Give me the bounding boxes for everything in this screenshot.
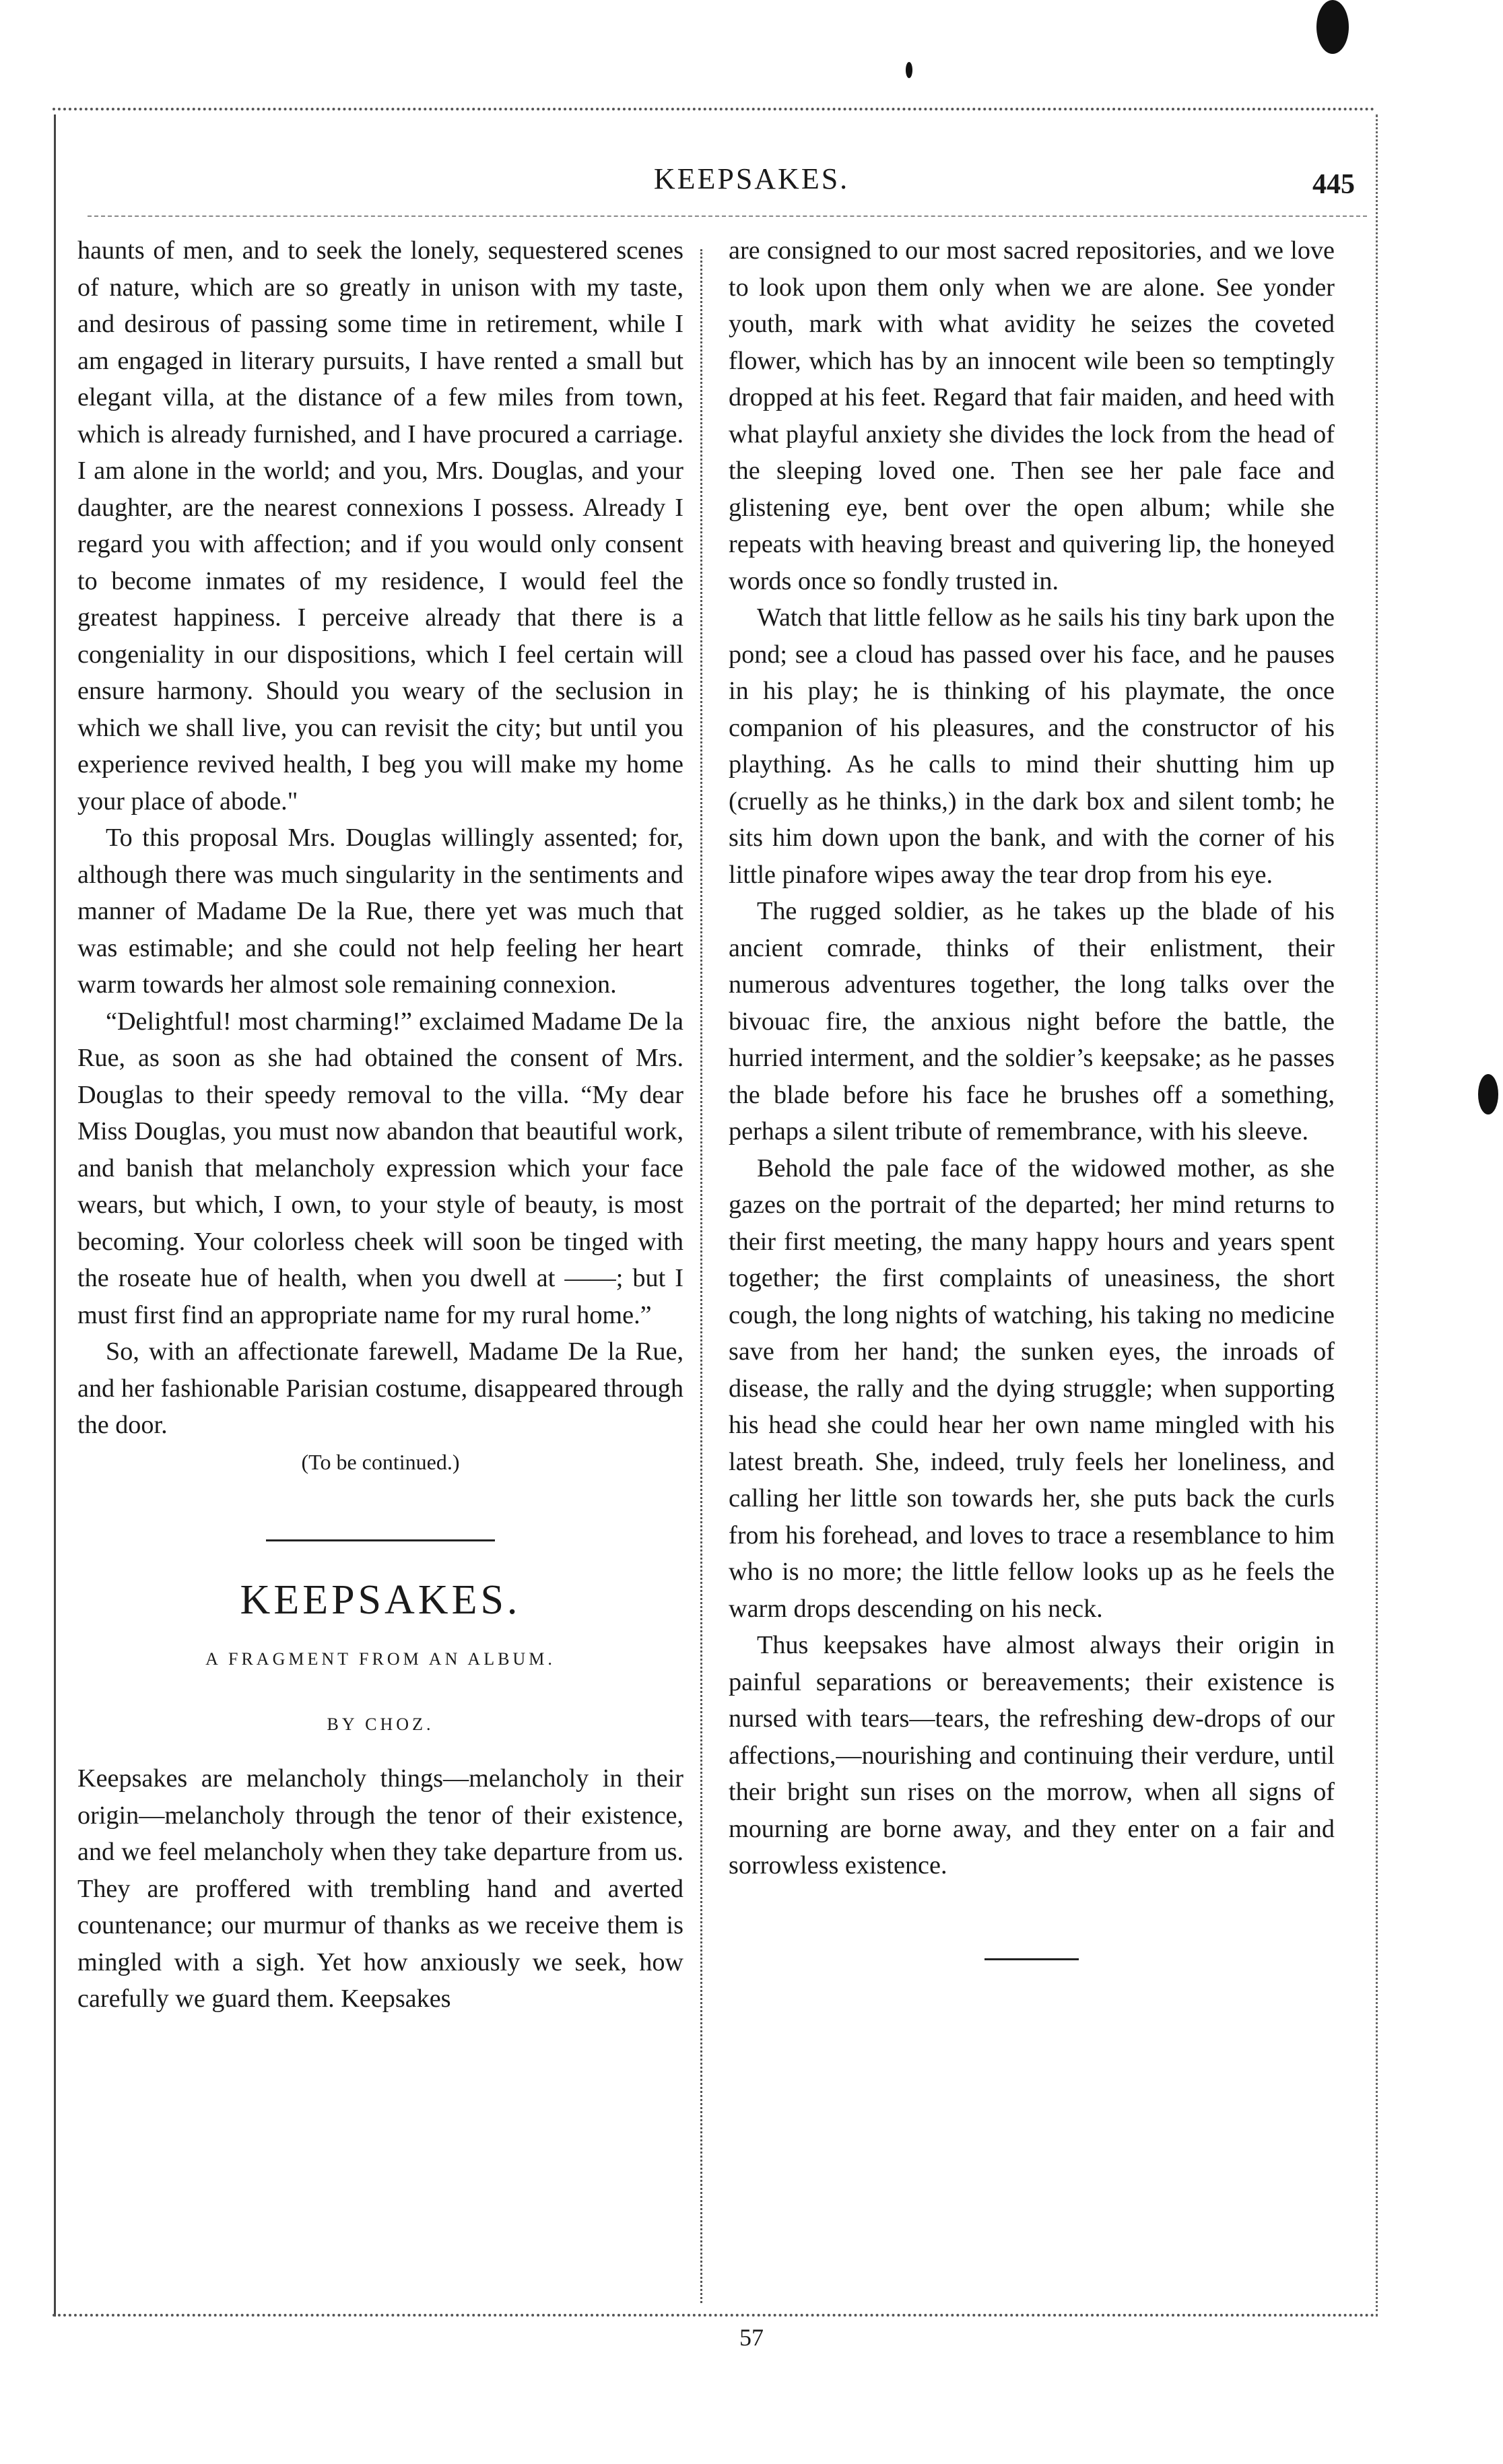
header-rule	[88, 215, 1367, 217]
paragraph: haunts of men, and to seek the lonely, sequestered scenes of nature, which are so greatly in unison with my taste, and desirous of passing some time in retirement, while I am engaged in literary pursuits, I have rented a small but elegant villa, at the distance of a few miles from town, which is already furnished, and I have procured a carriage. I am alone in the world; and you, Mrs. Douglas, and your daughter, are the nearest connexions I possess. Already I regard you with affection; and if you would only consent to become inmates of my residence, I would feel the greatest happiness. I perceive already that there is a congeniality in our dispositions, which I feel certain will ensure harmony. Should you weary of the seclusion in which we shall live, you can revisit the city; but until you experience revived health, I beg you will make my home your place of abode."	[77, 236, 683, 815]
paragraph: Watch that little fellow as he sails his tiny bark upon the pond; see a cloud has passed over his face, and he pauses in his play; he is thinking of his playmate, the once companion of his pleasures, and the constructor of his plaything. As he calls to mind their shutting him up (cruelly as he thinks,) in the dark box and silent tomb; he sits him down upon the bank, and with the corner of his little pinafore wipes away the tear drop from his eye.	[729, 603, 1335, 889]
running-head: KEEPSAKES.	[653, 162, 850, 195]
bottom-border-rule	[53, 2314, 1375, 2317]
article-subtitle: A FRAGMENT FROM AN ALBUM.	[205, 1649, 556, 1669]
section-divider	[266, 1539, 495, 1541]
ink-blot	[1478, 1074, 1498, 1114]
ink-blot	[906, 62, 912, 78]
article-title: KEEPSAKES.	[240, 1577, 521, 1623]
right-column	[729, 232, 1335, 1960]
paragraph: So, with an affectionate farewell, Madame De la Rue, and her fashionable Parisian costume, disappeared through the door.	[77, 1337, 683, 1439]
column-divider	[700, 249, 702, 2303]
end-rule	[984, 1958, 1079, 1960]
paragraph: “Delightful! most charming!” exclaimed Madame De la Rue, as soon as she had obtained the consent of Mrs. Douglas to their speedy removal to the villa. “My dear Miss Douglas, you must now abandon that beautiful work, and banish that melancholy expression which your face wears, but which, I own, to your style of beauty, is most becoming. Your colorless cheek will soon be tinged with the roseate hue of health, when you dwell at ——; but I must first find an appropriate name for my rural home.”	[77, 1007, 683, 1329]
paragraph: Thus keepsakes have almost always their origin in painful separations or bereavements; their existence is nursed with tears—tears, the refreshing dew-drops of our affections,—nourishing and continuing their verdure, until their bright sun rises on the morrow, when all signs of mourning are borne away, and they enter on a fair and sorrowless existence.	[729, 1631, 1335, 1879]
article-byline: BY CHOZ.	[327, 1714, 434, 1734]
paragraph: Behold the pale face of the widowed mother, as she gazes on the portrait of the departed; her mind returns to their first meeting, the many happy hours and years spent together; the first complaints of uneasiness, the short cough, the long nights of watching, his taking no medicine save from her hand; the sunken eyes, the inroads of disease, the rally and the dying struggle; when supporting his head she could hear her own name mingled with his latest breath. She, indeed, truly feels her loneliness, and calling her little son towards her, she puts back the curls from his forehead, and loves to trace a resemblance to him who is no more; the little fellow looks up as he feels the warm drops descending on his neck.	[729, 1154, 1335, 1623]
paragraph: The rugged soldier, as he takes up the blade of his ancient comrade, thinks of their enlistment, their numerous adventures together, the long talks over the bivouac fire, the anxious night before the battle, the hurried interment, and the soldier’s keepsake; as he passes the blade before his face he brushes off a something, perhaps a silent tribute of remembrance, with his sleeve.	[729, 897, 1335, 1145]
paragraph: To this proposal Mrs. Douglas willingly assented; for, although there was much singularity in the sentiments and manner of Madame De la Rue, there yet was much that was estimable; and she could not help feeling her heart warm towards her almost sole remaining connexion.	[77, 824, 683, 999]
left-column	[77, 232, 683, 2018]
continued-note: (To be continued.)	[301, 1449, 460, 1474]
paragraph: are consigned to our most sacred repositories, and we love to look upon them only when we are alone. See yonder youth, mark with what avidity he seizes the coveted flower, which has by an innocent wile been so temptingly dropped at his feet. Regard that fair maiden, and heed with what playful anxiety she divides the lock from the head of the sleeping loved one. Then see her pale face and glistening eye, bent over the open album; while she repeats with heaving breast and quivering lip, the honeyed words once so fondly trusted in.	[729, 236, 1335, 595]
paragraph: Keepsakes are melancholy things—melancholy in their origin—melancholy through the tenor of their existence, and we feel melancholy when they take departure from us. They are proffered with trembling hand and averted countenance; our murmur of thanks as we receive them is mingled with a sigh. Yet how anxiously we seek, how carefully we guard them. Keepsakes	[77, 1764, 683, 2013]
signature-mark: 57	[739, 2324, 764, 2351]
top-border-rule	[53, 108, 1375, 110]
page-number: 445	[1312, 169, 1355, 200]
ink-blot	[1316, 0, 1349, 54]
